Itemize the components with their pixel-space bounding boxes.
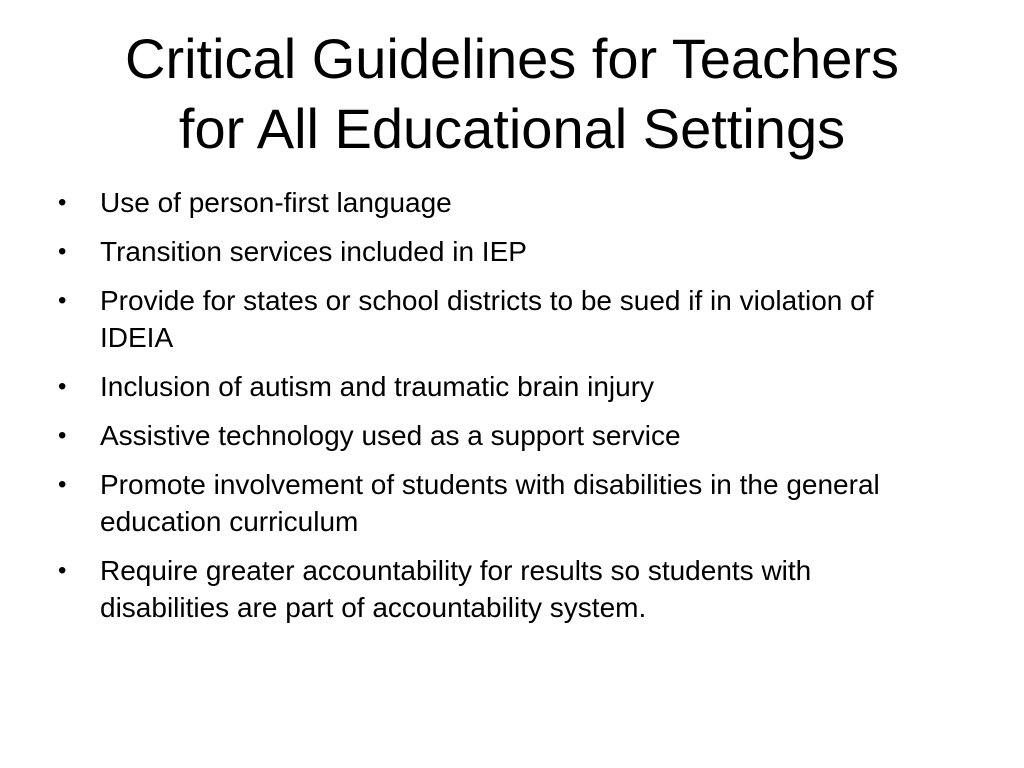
bullet-item [58,368,948,405]
bullet-icon: • [58,238,67,265]
bullet-item [58,552,948,626]
slide-title-line: Critical Guidelines for Teachers [125,27,899,90]
bullet-item [58,417,948,454]
bullet-item [58,466,948,540]
slide-title [40,24,984,164]
bullet-text: Inclusion of autism and traumatic brain injury [100,371,655,402]
bullet-text: Provide for states or school districts to be sued if in violation of IDEIA [100,285,874,353]
bullet-text: Use of person-first language [100,187,452,218]
bullet-text: Promote involvement of students with disabilities in the general education curriculum [100,469,880,537]
slide-title-line: for All Educational Settings [178,97,846,160]
bullet-text: Assistive technology used as a support service [100,420,681,451]
bullet-item [58,282,948,356]
bullet-icon: • [58,287,67,314]
bullet-item [58,233,948,270]
bullet-text: Transition services included in IEP [100,236,527,267]
bullet-item [58,184,948,221]
bullet-icon: • [58,422,67,449]
bullet-icon: • [58,471,67,498]
bullet-text: Require greater accountability for results so students with disabilities are part of accountability system. [100,555,812,623]
bullet-icon: • [58,557,67,584]
bullet-icon: • [58,373,67,400]
bullet-list [58,184,948,638]
bullet-icon: • [58,189,67,216]
